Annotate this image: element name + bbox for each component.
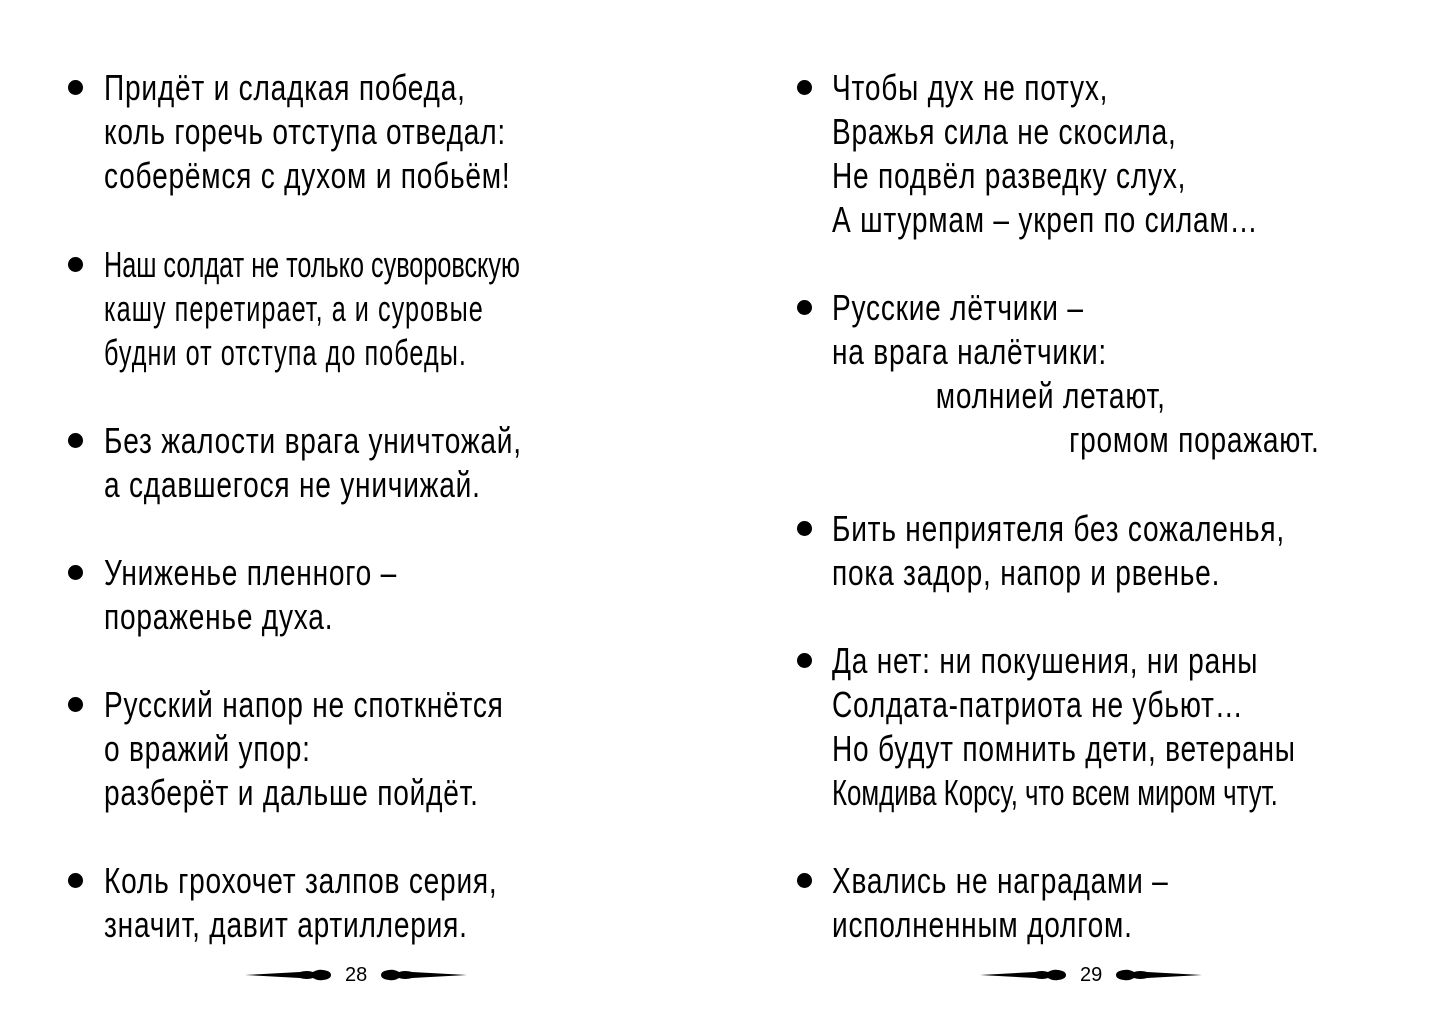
bullet-icon — [68, 697, 83, 712]
proverb-entry — [104, 551, 397, 639]
proverb-line: Русский напор не споткнётся — [104, 684, 504, 725]
proverb-entry — [104, 66, 510, 198]
proverb-line: значит, давит артиллерия. — [104, 904, 468, 945]
proverb-line: а сдавшегося не уничижай. — [104, 464, 481, 505]
bullet-icon — [797, 873, 812, 888]
bullet-icon — [68, 80, 83, 95]
proverb-line: громом поражают. — [1069, 419, 1320, 460]
proverb-line: на врага налётчики: — [832, 331, 1108, 372]
proverb-line: коль горечь отступа отведал: — [104, 111, 506, 152]
proverb-line: Русские лётчики – — [832, 287, 1084, 328]
proverb-line: Хвались не наградами – — [832, 860, 1169, 901]
proverb-line: Комдива Корсу, что всем миром чтут. — [832, 772, 1278, 813]
proverb-entry — [104, 243, 520, 375]
proverb-entry — [832, 286, 1320, 462]
proverb-entry — [104, 683, 504, 815]
proverb-entry — [832, 66, 1258, 242]
proverb-entry — [832, 859, 1169, 947]
bullet-icon — [68, 565, 83, 580]
bullet-icon — [797, 300, 812, 315]
proverb-line: Униженье пленного – — [104, 552, 398, 593]
ornament-left-icon — [980, 967, 1066, 983]
ornament-left-icon — [245, 967, 331, 983]
proverb-line: Да нет: ни покушения, ни раны — [832, 640, 1259, 681]
proverb-line: разберёт и дальше пойдёт. — [104, 772, 479, 813]
proverb-line: молнией летают, — [935, 375, 1166, 416]
proverb-line: Бить неприятеля без сожаленья, — [832, 508, 1285, 549]
proverb-line: пораженье духа. — [104, 596, 334, 637]
page-29 — [727, 0, 1454, 1029]
proverb-line: о вражий упор: — [104, 728, 311, 769]
page-number: 28 — [345, 963, 368, 986]
proverb-line: Наш солдат не только суворовскую — [104, 244, 520, 285]
page-number-ornament — [980, 962, 1202, 988]
bullet-icon — [797, 521, 812, 536]
proverb-line: Чтобы дух не потух, — [832, 67, 1109, 108]
proverb-line: Без жалости врага уничтожай, — [104, 420, 522, 461]
bullet-icon — [68, 873, 83, 888]
proverb-line: кашу перетирает, а и суровые — [104, 288, 484, 329]
proverb-entry — [832, 507, 1285, 595]
proverb-line: Коль грохочет залпов серия, — [104, 860, 498, 901]
proverb-line: соберёмся с духом и побьём! — [104, 155, 511, 196]
proverb-entry — [104, 419, 522, 507]
proverb-line: Придёт и сладкая победа, — [104, 67, 466, 108]
proverb-line: Но будут помнить дети, ветераны — [832, 728, 1296, 769]
page-number-ornament — [245, 962, 467, 988]
page-number: 29 — [1080, 963, 1103, 986]
proverb-entry — [104, 859, 497, 947]
bullet-icon — [68, 433, 83, 448]
ornament-right-icon — [1116, 967, 1202, 983]
bullet-icon — [797, 80, 812, 95]
proverb-line: Вражья сила не скосила, — [832, 111, 1177, 152]
proverb-entry — [832, 639, 1317, 815]
proverb-line: Солдата-патриота не убьют… — [832, 684, 1244, 725]
ornament-right-icon — [381, 967, 467, 983]
proverb-line: пока задор, напор и рвенье. — [832, 552, 1221, 593]
proverb-line: исполненным долгом. — [832, 904, 1133, 945]
bullet-icon — [797, 653, 812, 668]
proverb-line: Не подвёл разведку слух, — [832, 155, 1187, 196]
proverb-line: будни от отступа до победы. — [104, 332, 467, 373]
proverb-line: А штурмам – укреп по силам… — [832, 199, 1259, 240]
bullet-icon — [68, 257, 83, 272]
